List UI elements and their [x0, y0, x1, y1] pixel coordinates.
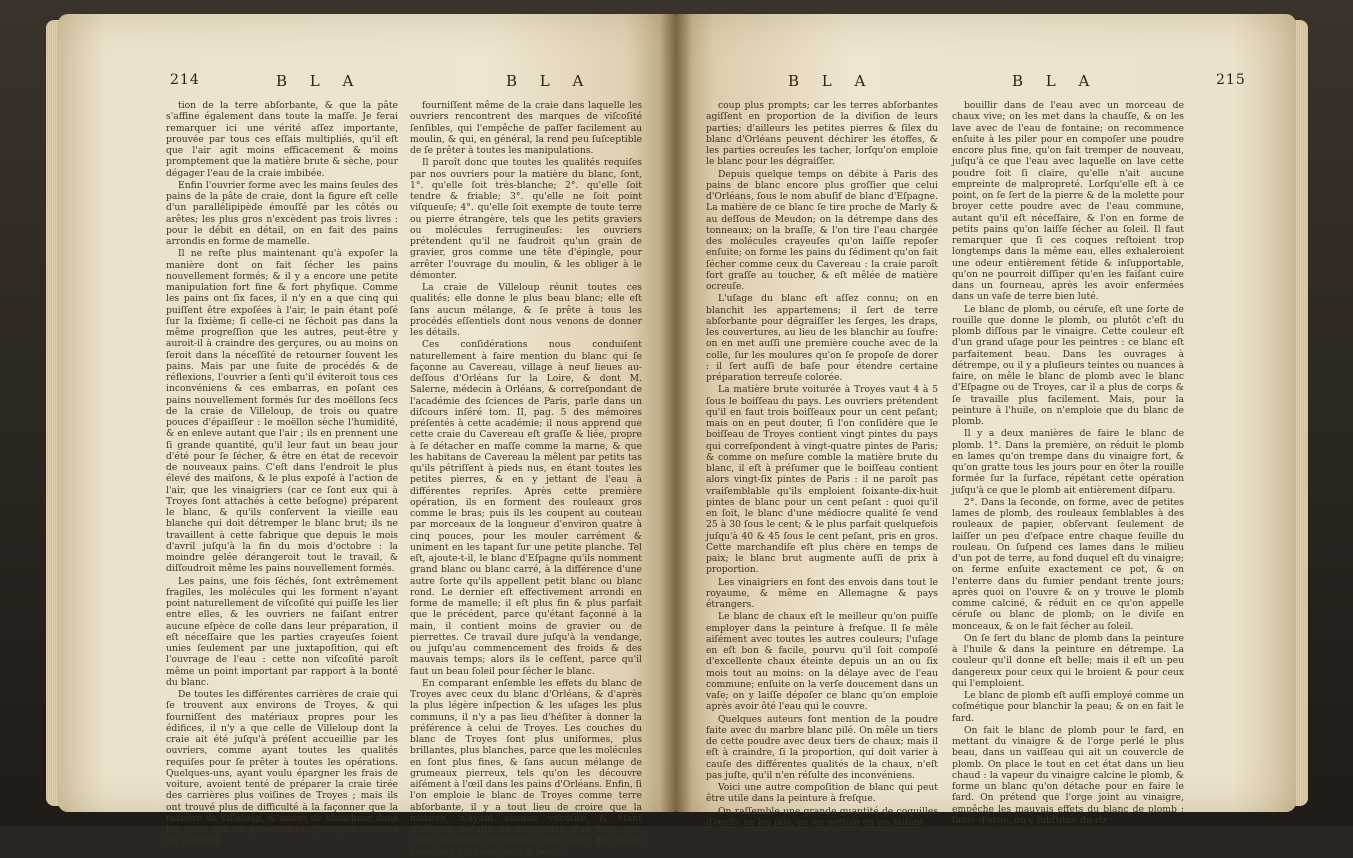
paragraph: coup plus prompts; car les terres abſorbantes agiſſent en proportion de la diviſion de leurs parties; d'ailleurs les petites pierres & ſilex du blanc d'Orléans peuvent déchirer les étoffes, & les parties ocreuſes les tacher, lorſqu'on emploie le blanc pour les dégraiſſer. — [706, 100, 938, 168]
right-header-word-2: B L A — [1012, 72, 1099, 90]
paragraph: De toutes les différentes carrières de craie qui ſe trouvent aux environs de Troyes, & qui fourniſſent des matériaux propres pour les édifices, il n'y a que celle de Villeloup dont la craie ait été juſqu'à préſent accueillie par les ouvriers, comme ayant toutes les qualités requiſes pour ſe prêter à toutes les opérations. Quelques-uns, ayant voulu épargner les frais de voiture, avoient tenté de préparer la craie tirée des carrières plus voiſines de Troyes ; mais ils ont trouvé plus de difficulté à la façonner que la matière de Villeloup, & moins de blancheur dans les pains qui en provenoient. Quelques cantons de Villeloup — [166, 689, 398, 847]
right-page-header — [676, 72, 1296, 94]
paragraph: Il ne reſte plus maintenant qu'à expoſer la manière dont on fait ſécher les pains nouvellement formés; & il y a encore une petite manipulation fort fine & fort phyſique. Comme les pains ont ſix faces, il n'y en a que cinq qui puiſſent être expoſées à l'air, le pain étant poſé ſur la ſixième; ſi celle-ci ne ſéchoit pas dans la même progreſſion que les autres, peut-être y auroit-il à craindre des gerçures, ou au moins on ſeroit dans la néceſſité de retourner ſouvent les pains. Mais par une ſuite de procédés & de réflexions, l'ouvrier a ſenti qu'il éviteroit tous ces inconvéniens & ces embarras, en poſant ces pains nouvellement formés ſur des moëllons ſecs de la craie de Villeloup, de trois ou quatre pouces d'épaiſſeur : le moëllon sèche l'humidité, & en enleve autant que l'air ; ils en prennent une ſi grande quantité, qu'il leur faut un beau jour d'été pour ſe ſécher, & être en état de recevoir de nouveaux pains. C'eſt dans l'endroit le plus élevé des maiſons, & le plus expoſé à l'action de l'air, que les vinaigriers (car ce ſont eux qui à Troyes ſont attachés à cette beſogne) préparent le blanc, & qu'ils conſervent la vieille eau blanche qui doit détremper le blanc brut; ils ne travaillent à cette fabrique que depuis le mois d'avril juſqu'à la fin du mois d'octobre : la moindre gelée dérangeroit tout le travail, & diſſoudroit même les pains nouvellement formés. — [166, 248, 398, 575]
left-page-header — [58, 72, 676, 94]
paragraph: bouillir dans de l'eau avec un morceau de chaux vive; on les met dans la chauſſe, & on les lave avec de l'eau de fontaine; on recommence enſuite à les piler pour en compoſer une poudre encore plus fine, qu'on fait tremper de nouveau, juſqu'à ce que l'eau avec laquelle on lave cette poudre ſoit ſi claire, qu'elle n'ait aucune empreinte de malpropreté. Lorſqu'elle eſt à ce point, on ſe ſert de la pierre & de la molette pour broyer cette poudre avec de l'eau commune, autant qu'il eſt néceſſaire, & l'on en forme de petits pains qu'on laiſſe ſécher au ſoleil. Il faut remarquer que ſi ces coques reſtoient trop longtemps dans la même eau, elles exhaleroient une odeur entièrement fétide & inſupportable, qu'on ne pourroit diſſiper qu'en les faiſant cuire dans un fourneau, après les avoir enfermées dans un vaſe de terre bien luté. — [952, 100, 1184, 303]
paragraph: Le blanc de plomb eſt auſſi employé comme un coſmétique pour blanchir la peau; & on en fait le fard. — [952, 690, 1184, 724]
page-edges-right — [1294, 20, 1308, 806]
right-page-number: 215 — [1216, 72, 1246, 88]
left-page-number: 214 — [170, 72, 200, 88]
paragraph: 2°. Dans la ſeconde, on forme, avec de petites lames de plomb, des rouleaux ſemblables à des rouleaux de papier, obſervant ſeulement de laiſſer un peu d'eſpace entre chaque feuille du rouleau. On ſuſpend ces lames dans le milieu d'un pot de terre, au fond duquel eſt du vinaigre; on ferme enſuite exactement ce pot, & on l'enterre dans du fumier pendant trente jours; après quoi on l'ouvre & on y trouve le plomb comme calciné, & réduit en ce qu'on appelle céruſe ou blanc de plomb; on le diviſe en monceaux, & on le fait ſécher au ſoleil. — [952, 496, 1184, 632]
paragraph: On raſſemble une grande quantité de coquilles d'œufs; on les pile, on les nettoie en les faiſant — [706, 805, 938, 828]
left-header-word-1: B L A — [276, 72, 363, 90]
right-page-column-1 — [706, 100, 938, 828]
paragraph: Voici une autre compoſition de blanc qui peut être utile dans la peinture à freſque. — [706, 782, 938, 805]
paragraph: L'uſage du blanc eſt aſſez connu; on en blanchit les appartemens; il ſert de terre abſorbante pour dégraiſſer les ſerges, les draps, les couvertures, au lieu de les blanchir au ſoufre: on en met auſſi une première couche avec de la colle, ſur les moulures qu'on ſe propoſe de dorer : il ſert auſſi de baſe pour étendre certaine préparation terreuſe colorée. — [706, 293, 938, 383]
paragraph: tion de la terre abſorbante, & que la pâte s'affine également dans toute la maſſe. Je ferai remarquer ici une vérité aſſez importante, prouvée par tous ces eſſais multipliés, qu'il eſt que l'air agit moins efficacement & moins promptement que la matière brute & sèche, pour dégager l'eau de la craie imbibée. — [166, 100, 398, 179]
paragraph: La matière brute voiturée à Troyes vaut 4 à 5 ſous le boiſſeau du pays. Les ouvriers prétendent qu'il en faut trois boiſſeaux pour un cent peſant; mais on en peut douter, ſi l'on conſidère que le boiſſeau de Troyes contient vingt pintes du pays qui correſpondent à vingt-quatre pintes de Paris; & comme on meſure comble la matière brute du blanc, il eſt à préſumer que le boiſſeau contient alors vingt-ſix pintes de Paris : il ne paroît pas vraiſemblable qu'ils emploient ſoixante-dix-huit pintes de blanc pour un cent peſant : quoi qu'il en ſoit, le blanc d'une médiocre qualité ſe vend 25 à 30 ſous le cent; & le plus parfait quelquefois juſqu'à 40 & 45 ſous le cent peſant, pris en gros. Cette marchandiſe eſt plus chère en temps de paix; le blanc brut augmente auſſi de prix à proportion. — [706, 384, 938, 576]
paragraph: Le blanc de chaux eſt le meilleur qu'on puiſſe employer dans la peinture à freſque. Il ſe mêle aiſément avec toutes les autres couleurs; l'uſage en eſt bon & facile, pourvu qu'il ſoit compoſé d'excellente chaux éteinte depuis un an ou ſix mois tout au moins: on la délaye avec de l'eau commune; enſuite on la verſe doucement dans un vaſe; on y laiſſe dépoſer ce blanc qu'on emploie après avoir ôté l'eau qui le couvre. — [706, 611, 938, 713]
paragraph: Enfin l'ouvrier forme avec les mains ſeules des pains de la pâte de craie, dont la figure eſt celle d'un parallélipipède émouſſé par les côtés ou arêtes; les plus gros n'excèdent pas trois livres : pour le débit en détail, on en fait des pains arrondis en forme de mamelle. — [166, 179, 398, 247]
paragraph: En comparant enſemble les effets du blanc de Troyes avec ceux du blanc d'Orléans, & d'après la plus légère inſpection & les uſages les plus communs, il n'y a pas lieu d'héſiter à donner la préférence à celui de Troyes. Les couches du blanc de Troyes ſont plus uniformes, plus brillantes, plus blanches, parce que les molécules en ſont plus fines, & ſans aucun mélange de grumeaux pierreux, tels qu'on les découvre aiſément à l'œil dans les pains d'Orléans. Enfin, ſi l'on emploie le blanc de Troyes comme terre abſorbante, il y a tout lieu de croire que la matière, n'ayant aucune viſcoſité, & étant d'ailleurs réduite en molécules plus fines que celles du blanc d'Orléans, doit avoir des effets beaucoup plus complets & beau- — [410, 677, 643, 858]
paragraph: On ſe ſert du blanc de plomb dans la peinture à l'huile & dans la peinture en détrempe. La couleur qu'il donne eſt belle; mais il eſt un peu dangereux pour ceux qui le broient & pour ceux qui l'emploient. — [952, 632, 1184, 689]
paragraph: fourniſſent même de la craie dans laquelle les ouvriers rencontrent des marques de viſcoſité ſenſibles, qui l'empêche de paſſer facilement au moulin, & qui, en général, la rend peu ſuſceptible de ſe prêter à toutes les manipulations. — [410, 100, 642, 156]
paragraph: Il paroît donc que toutes les qualités requiſes par nos ouvriers pour la matière du blanc, ſont, 1°. qu'elle ſoit très-blanche; 2°. qu'elle ſoit tendre & friable; 3°. qu'elle ne ſoit point viſqueuſe; 4°. qu'elle ſoit exempte de toute terre ou pierre étrangère, tels que les petits graviers ou molécules ferrugineuſes: les ouvriers prétendent qu'il ne faudroit qu'un grain de gravier, gros comme une tête d'épingle, pour arrêter l'ouvrage du moulin, & les obliger à le démonter. — [410, 157, 642, 281]
paragraph: On fait le blanc de plomb pour le fard, en mettant du vinaigre & de l'orge perlé le plus beau, dans un vaiſſeau qui ait un couvercle de plomb. On place le tout en cet état dans un lieu chaud : la vapeur du vinaigre calcine le plomb, & forme un blanc qu'on détache pour en faire le fard. On prétend que l'orge joint au vinaigre, empêche les mauvais effets du blanc de plomb ; ſaute d'orge, on y ſubſtitue du riz ; — [952, 724, 1184, 826]
right-header-word-1: B L A — [788, 72, 875, 90]
paragraph: La craie de Villeloup réunit toutes ces qualités; elle donne le plus beau blanc; elle eſt ſans aucun mélange, & ſe prête à tous les procédés eſſentiels dont nous venons de donner les détails. — [410, 282, 642, 338]
paragraph: Il y a deux manières de faire le blanc de plomb. 1°. Dans la première, on réduit le plomb en lames qu'on trempe dans du vinaigre fort, & qu'on gratte tous les jours pour en ôter la rouille formée ſur la ſurface, répétant cette opération juſqu'à ce que le plomb ait entièrement diſparu. — [952, 428, 1184, 496]
left-page — [58, 14, 676, 858]
paragraph: Les vinaigriers en font des envois dans tout le royaume, & même en Allemagne & pays étrangers. — [706, 576, 938, 610]
paragraph: Ces conſidérations nous conduiſent naturellement à faire mention du blanc qui ſe façonne au Cavereau, village à neuf lieues au-deſſous d'Orléans ſur la Loire, & dont M. Salerne, médecin à Orléans, & correſpondant de l'académie des ſciences de Paris, parle dans un diſcours inſéré tom. II, pag. 5 des mémoires préſentés à cette académie; il nous apprend que cette craie du Cavereau eſt graſſe & liée, propre à ſe détacher en maſſe comme la marne, & que les habitans de Cavereau la mêlent par petits tas qu'ils pétriſſent à pieds nus, en étant toutes les petites pierres, & en y jettant de l'eau à différentes repriſes. Après cette première opération, ils en forment des rouleaux gros comme le bras; puis ils les coupent au couteau par morceaux de la longueur d'environ quatre à cinq pouces, pour les mouler carrément & uniment en les tapant ſur une petite planche. Tel eſt, ajoute-t-il, le blanc d'Eſpagne qu'ils nomment grand blanc ou blanc carré, à la différence d'une autre ſorte qu'ils appellent petit blanc ou blanc rond. Le dernier eſt effectivement arrondi en forme de mamelle; il eſt plus fin & plus parfait que le précédent, parce qu'étant façonné à la main, il contient moins de gravier ou de pierrettes. Ce travail dure juſqu'à la vendange, ou juſqu'au commencement des froids & des mauvais temps; alors ils le ceſſent, parce qu'il faut un beau ſoleil pour ſécher le blanc. — [410, 339, 642, 677]
paragraph: Quelques auteurs font mention de la poudre faite avec du marbre blanc pilé. On mêle un tiers de cette poudre avec deux tiers de chaux; mais il eſt à craindre, ſi la proportion, qui doit varier à cauſe des différentes qualités de la chaux, n'eſt pas juſte, qu'il n'en réſulte des inconvéniens. — [706, 713, 938, 781]
paragraph: Depuis quelque temps on débite à Paris des pains de blanc encore plus groſſier que celui d'Orléans, ſous le nom abuſif de blanc d'Eſpagne. La matière de ce blanc ſe tire proche de Marly & au deſſous de Meudon; on la détrempe dans des tonneaux; on la braſſe, & l'on tire l'eau chargée des molécules crayeuſes qu'on laiſſe repoſer enſuite; on forme les pains du ſédiment qu'on fait ſécher comme ceux du Cavereau : la craie paroît fort graſſe au toucher, & eſt mêlée de matière ocreuſe. — [706, 168, 938, 292]
left-page-column-1 — [166, 100, 398, 847]
right-page — [676, 14, 1296, 828]
left-page-column-2 — [410, 100, 643, 858]
left-header-word-2: B L A — [506, 72, 593, 90]
paragraph: Les pains, une fois ſéchés, ſont extrêmement fragiles, les molécules qui les forment n'ayant point naturellement de viſcoſité qui puiſſe les lier entre elles, & les ouvriers ne faiſant entrer aucune eſpèce de colle dans leur préparation, il eſt néceſſaire que les parties crayeuſes ſoient unies ſeulement par une juxtapoſition, qui eſt l'ouvrage de l'eau : cette non viſcoſité paroît même un point important par rapport à la bonté du blanc. — [166, 575, 398, 688]
right-page-column-2 — [952, 100, 1184, 826]
paragraph: Le blanc de plomb, ou céruſe, eſt une ſorte de rouille que donne le plomb, ou plutôt c'eſt du plomb diſſous par le vinaigre. Cette couleur eſt d'un grand uſage pour les peintres : ce blanc eſt parfaitement beau. Dans les ouvrages à détrempe, ou il y a pluſieurs teintes ou nuances à faire, on mêle le blanc de plomb avec le blanc d'Eſpagne ou de Troyes, car il a plus de corps & ſe travaille plus facilement. Mais, pour la peinture à l'huile, on n'emploie que du blanc de plomb. — [952, 303, 1184, 427]
